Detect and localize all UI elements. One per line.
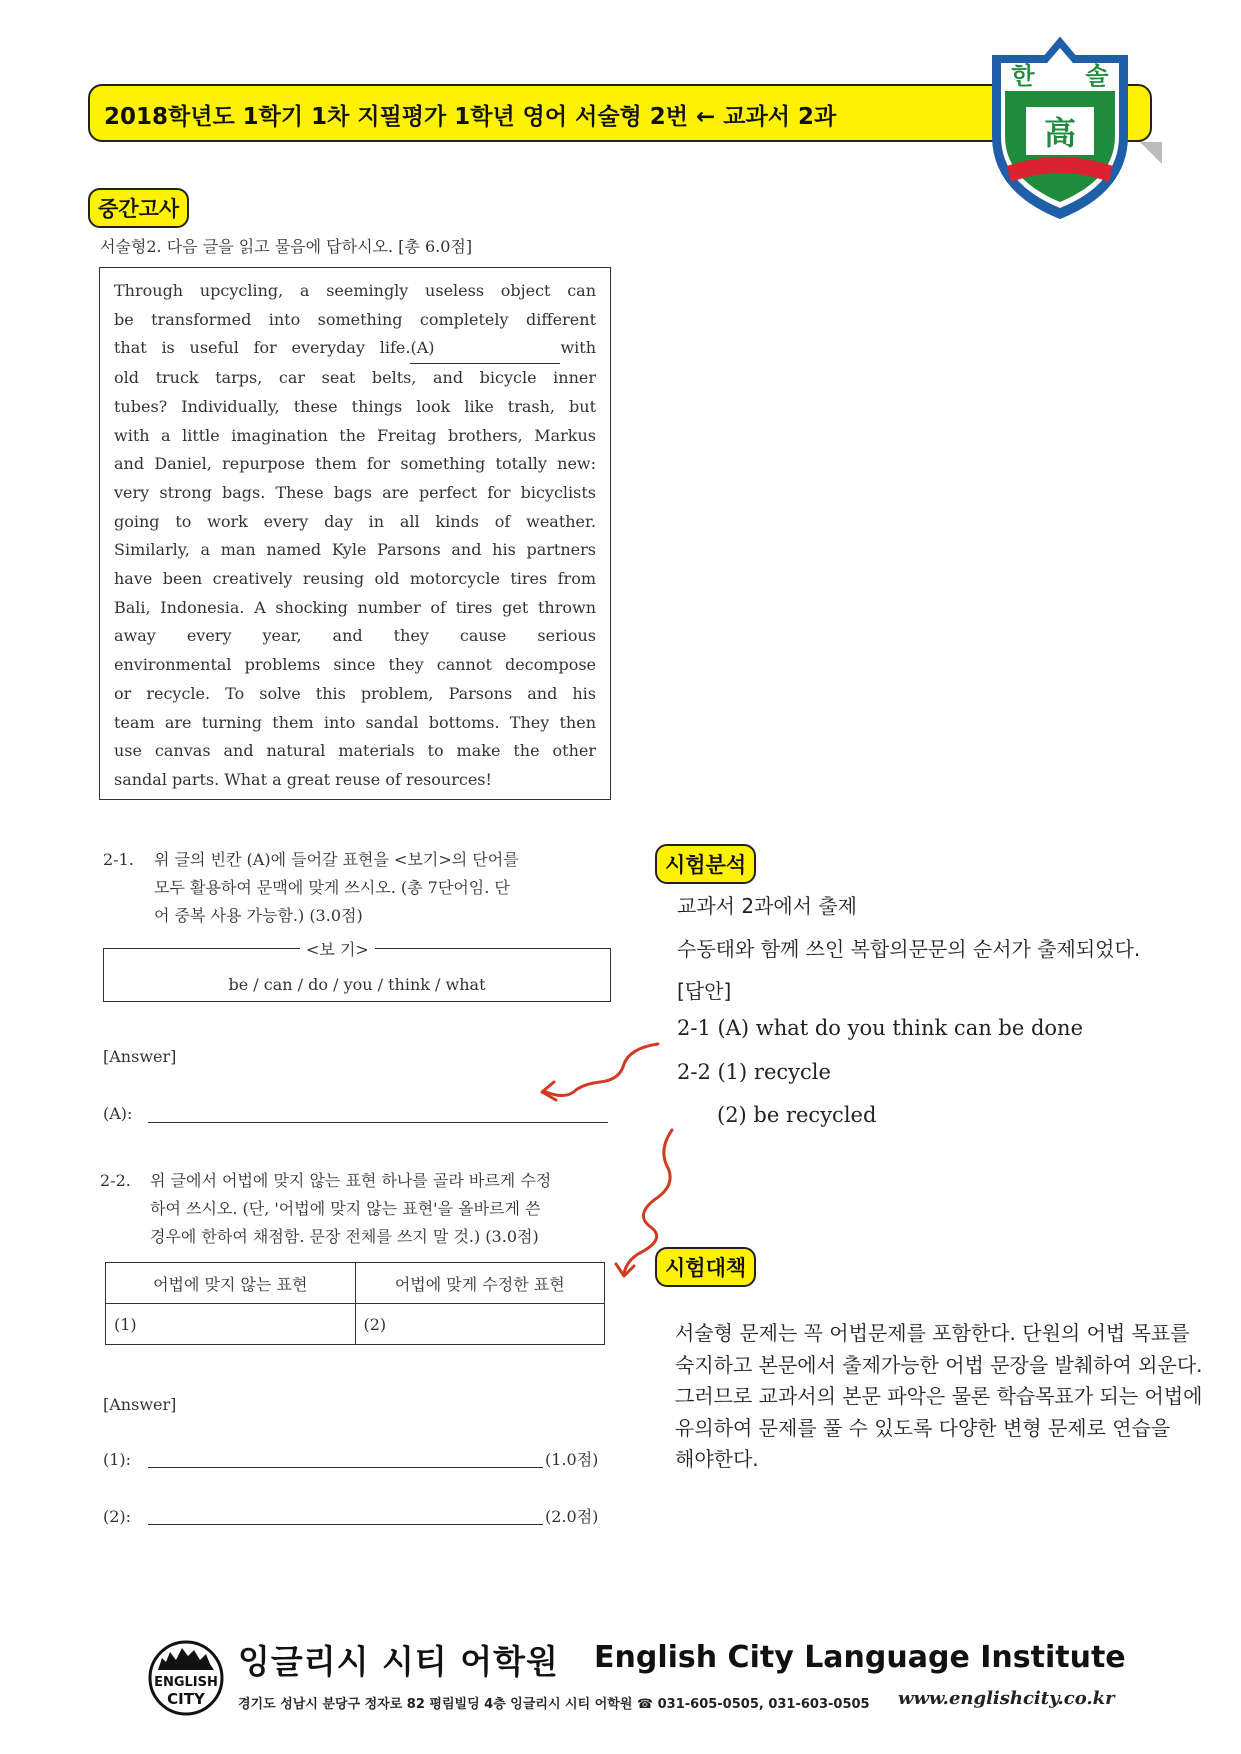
arrow-to-answer-a bbox=[546, 1044, 658, 1096]
answer-2-line bbox=[148, 1524, 543, 1525]
passage-line: and Daniel, repurpose them for something totally new: bbox=[114, 454, 596, 474]
emblem-top-left: 한 bbox=[1011, 62, 1035, 90]
passage-line: Through upcycling, a seemingly useless object can bbox=[114, 281, 596, 300]
table-cell-2: (2) bbox=[355, 1304, 605, 1345]
passage-line: team are turning them into sandal bottoms. They then bbox=[114, 712, 596, 732]
bogi-title: <보 기> bbox=[300, 937, 375, 960]
emblem-center: 高 bbox=[1043, 114, 1077, 152]
strategy-text: 서술형 문제는 꼭 어법문제를 포함한다. 단원의 어법 목표를 숙지하고 본문에서 출제가능한 어법 문장을 발췌하여 외운다. 그러므로 교과서의 본문 파악은 물론 학습목표가 되는 어법에 유의하여 문제를 풀 수 있도록 다양한 변형 문제로 연습을 해야한다. bbox=[675, 1321, 1203, 1471]
english-city-logo bbox=[148, 1640, 224, 1716]
passage-line: sandal parts. What a great reuse of resources! bbox=[114, 769, 492, 789]
passage-line: very strong bags. These bags are perfect for bicyclists bbox=[114, 482, 596, 502]
q2-text: 위 글에서 어법에 맞지 않는 표현 하나를 골라 바르게 수정 하여 쓰시오. (단, '어법에 맞지 않는 표현'을 올바르게 쓴 경우에 한하여 채점함. 문장 전체를 쓰지 말 것.) (3.0점) bbox=[150, 1171, 552, 1246]
red-arrows bbox=[530, 1030, 680, 1280]
strategy-tag: 시험대책 bbox=[655, 1247, 756, 1287]
passage-line: tubes? Individually, these things look like trash, but bbox=[114, 396, 596, 416]
institute-website[interactable]: www.englishcity.co.kr bbox=[898, 1688, 1115, 1709]
emblem-top-right: 솔 bbox=[1085, 62, 1109, 90]
logo-text-bottom: CITY bbox=[167, 1690, 205, 1708]
answer-2-2-2: (2) be recycled bbox=[717, 1103, 877, 1127]
passage-line: have been creatively reusing old motorcycle tires from bbox=[114, 569, 596, 589]
passage-line: Similarly, a man named Kyle Parsons and his partners bbox=[114, 540, 596, 560]
q2-answer-label: [Answer] bbox=[103, 1395, 177, 1414]
table-cell-1: (1) bbox=[106, 1304, 356, 1345]
passage-line: with a little imagination the Freitag brothers, Markus bbox=[114, 425, 596, 445]
banner-fold bbox=[1140, 142, 1162, 164]
q2-answer-1-label: (1): bbox=[103, 1450, 132, 1469]
q1-number: 2-1. bbox=[103, 850, 134, 869]
answer-2-2-1: 2-2 (1) recycle bbox=[677, 1060, 831, 1084]
institute-address: 경기도 성남시 분당구 정자로 82 평림빌딩 4층 잉글리시 시티 어학원 ☎ 031-605-0505, 031-603-0505 bbox=[238, 1697, 870, 1712]
q2-number: 2-2. bbox=[100, 1171, 131, 1190]
passage-line: old truck tarps, car seat belts, and bicycle inner bbox=[114, 368, 596, 388]
page-title: 2018학년도 1학기 1차 지필평가 1학년 영어 서술형 2번 ← 교과서 2과 bbox=[104, 104, 837, 130]
passage-line: Bali, Indonesia. A shocking number of tires get thrown bbox=[114, 597, 596, 617]
table-header-correct: 어법에 맞게 수정한 표현 bbox=[355, 1263, 605, 1304]
question-heading: 서술형2. 다음 글을 읽고 물음에 답하시오. [총 6.0점] bbox=[100, 237, 473, 256]
analysis-line-1: 교과서 2과에서 출제 bbox=[677, 894, 857, 918]
bogi-words: be / can / do / you / think / what bbox=[228, 975, 486, 994]
analysis-line-2: 수동태와 함께 쓰인 복합의문문의 순서가 출제되었다. bbox=[677, 937, 1141, 961]
passage-line: use canvas and natural materials to make the other bbox=[114, 741, 596, 761]
q2-answer-2-label: (2): bbox=[103, 1507, 132, 1526]
passage-line: away every year, and they cause serious bbox=[114, 626, 596, 646]
passage-line: be transformed into something completely different bbox=[114, 309, 596, 329]
institute-name-korean: 잉글리시 시티 어학원 bbox=[238, 1642, 559, 1681]
logo-text-top: ENGLISH bbox=[154, 1675, 218, 1690]
passage-line: environmental problems since they cannot decompose bbox=[114, 655, 596, 675]
passage-line: going to work every day in all kinds of weather. bbox=[114, 511, 596, 531]
q1-answer-label: [Answer] bbox=[103, 1047, 177, 1066]
arrow-to-answer-a-head bbox=[542, 1082, 556, 1100]
midterm-tag: 중간고사 bbox=[88, 188, 189, 228]
passage-line-with-blank: that is useful for everyday life.(A) with bbox=[114, 334, 596, 364]
school-emblem bbox=[985, 36, 1135, 221]
answer-title: [답안] bbox=[677, 979, 732, 1003]
passage-line: or recycle. To solve this problem, Parsons and his bbox=[114, 683, 596, 703]
reading-passage bbox=[99, 267, 611, 800]
answer-2-1: 2-1 (A) what do you think can be done bbox=[677, 1016, 1083, 1040]
q2-answer-2-points: (2.0점) bbox=[545, 1507, 599, 1526]
q1-text: 위 글의 빈칸 (A)에 들어갈 표현을 <보기>의 단어를 모두 활용하여 문맥에 맞게 쓰시오. (총 7단어임. 단 어 중복 사용 가능함.) (3.0점) bbox=[154, 850, 519, 925]
blank-a: (A) bbox=[410, 334, 560, 364]
q2-answer-1-points: (1.0점) bbox=[545, 1450, 599, 1469]
table-header-wrong: 어법에 맞지 않는 표현 bbox=[106, 1263, 356, 1304]
institute-name-english: English City Language Institute bbox=[594, 1640, 1126, 1675]
analysis-tag: 시험분석 bbox=[655, 844, 756, 884]
q1-answer-a-label: (A): bbox=[103, 1104, 133, 1123]
answer-1-line bbox=[148, 1467, 543, 1468]
